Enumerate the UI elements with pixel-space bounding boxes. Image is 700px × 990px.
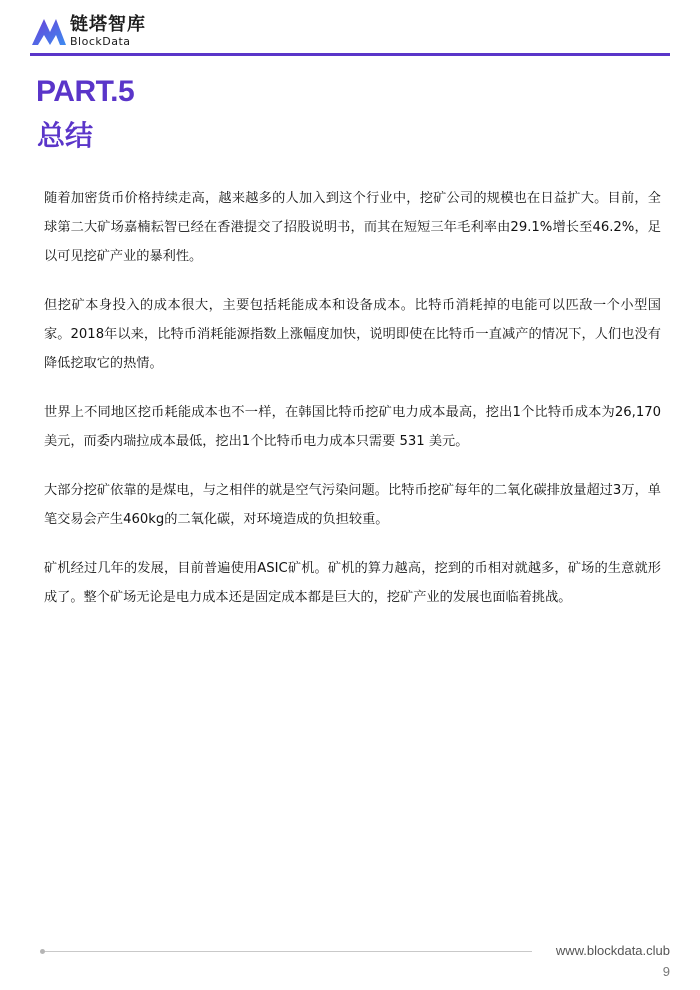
- body-text: [44, 184, 661, 632]
- footer-divider-dot: [40, 949, 45, 954]
- paragraph: 矿机经过几年的发展，目前普遍使用ASIC矿机。矿机的算力越高，挖到的币相对就越多，矿场的生意就形成了。整个矿场无论是电力成本还是固定成本都是巨大的，挖矿产业的发展也面临着挑战。: [44, 561, 661, 605]
- blockdata-logo-icon: [30, 14, 68, 48]
- footer-divider: [42, 951, 532, 952]
- paragraph: 大部分挖矿依靠的是煤电，与之相伴的就是空气污染问题。比特币挖矿每年的二氧化碳排放量超过3万，单笔交易会产生460kg的二氧化碳，对环境造成的负担较重。: [44, 483, 661, 527]
- section-title: 总结: [37, 119, 94, 152]
- logo-english-name: BlockData: [70, 34, 131, 48]
- paragraph: 世界上不同地区挖币耗能成本也不一样，在韩国比特币挖矿电力成本最高，挖出1个比特币成本为26,170 美元，而委内瑞拉成本最低，挖出1个比特币电力成本只需要 531 美元。: [44, 405, 661, 449]
- brand-logo: [30, 14, 146, 48]
- paragraph: 随着加密货币价格持续走高，越来越多的人加入到这个行业中，挖矿公司的规模也在日益扩大。目前，全球第二大矿场嘉楠耘智已经在香港提交了招股说明书，而其在短短三年毛利率由29.1%增长至46.2%，足以可见挖矿产业的暴利性。: [44, 191, 661, 264]
- footer-website-link[interactable]: www.blockdata.club: [555, 943, 670, 958]
- page-number: 9: [662, 964, 670, 979]
- part-number-heading: PART.5: [36, 75, 135, 108]
- header-divider: [30, 53, 670, 56]
- paragraph: 但挖矿本身投入的成本很大，主要包括耗能成本和设备成本。比特币消耗掉的电能可以匹敌一个小型国家。2018年以来，比特币消耗能源指数上涨幅度加快，说明即使在比特币一直减产的情况下，人们也没有降低挖取它的热情。: [44, 298, 661, 371]
- logo-chinese-name: 链塔智库: [70, 13, 146, 35]
